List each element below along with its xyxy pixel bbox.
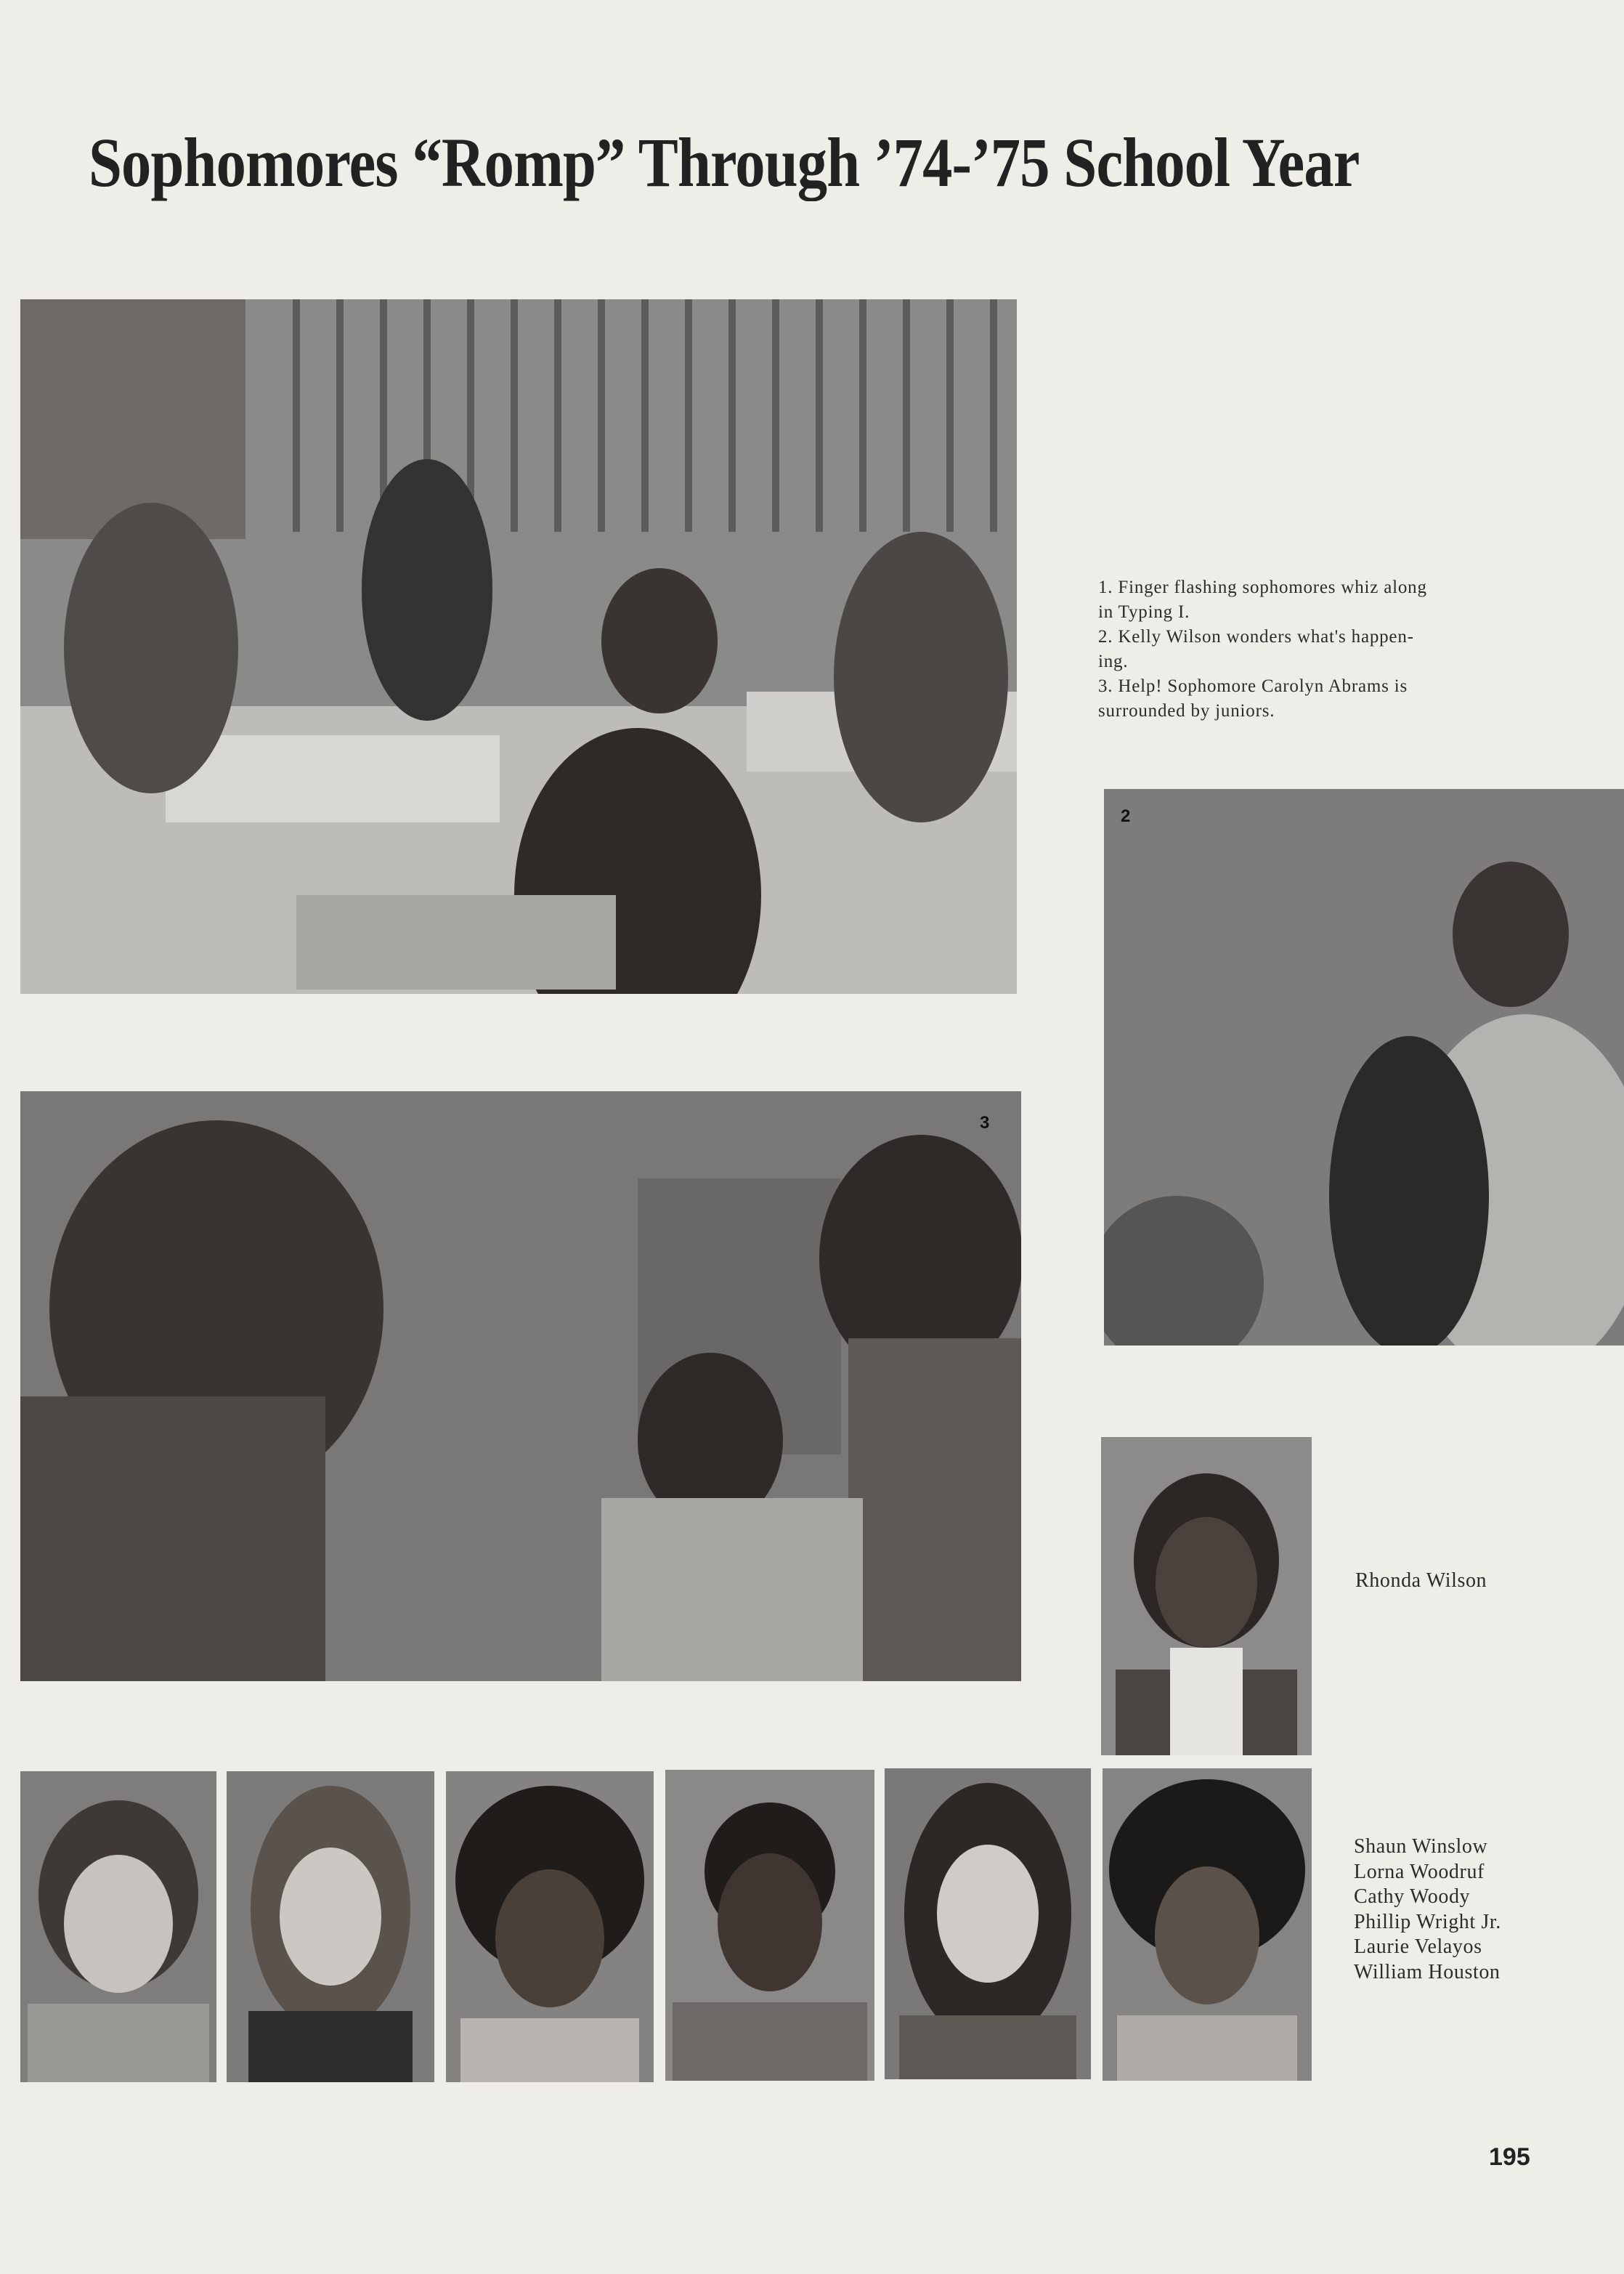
photo-carolyn-abrams [20, 1091, 1021, 1681]
caption-line: 2. Kelly Wilson wonders what's happen- [1098, 627, 1414, 647]
portrait [446, 1771, 654, 2082]
portrait-name-list [1354, 1834, 1501, 1985]
portrait-name: William Houston [1354, 1960, 1501, 1983]
portrait-rhonda-wilson [1101, 1437, 1312, 1755]
photo-kelly-wilson [1104, 789, 1624, 1346]
caption-line: 1. Finger flashing sophomores whiz along [1098, 578, 1427, 597]
portrait-name: Phillip Wright Jr. [1354, 1910, 1501, 1933]
caption-line: ing. [1098, 652, 1129, 671]
portrait [1103, 1768, 1312, 2081]
caption-block [1098, 575, 1531, 724]
photo-typing-class [20, 299, 1017, 994]
portrait [665, 1770, 874, 2081]
portrait-name: Cathy Woody [1354, 1885, 1471, 1908]
portrait [885, 1768, 1091, 2079]
portrait-name: Rhonda Wilson [1355, 1569, 1487, 1592]
caption-line: in Typing I. [1098, 602, 1190, 622]
caption-line: 3. Help! Sophomore Carolyn Abrams is [1098, 676, 1408, 696]
portrait [20, 1771, 216, 2082]
caption-line: surrounded by juniors. [1098, 701, 1275, 721]
portrait-name: Laurie Velayos [1354, 1935, 1482, 1958]
page-title: Sophomores “Romp” Through ’74-’75 School Year [89, 124, 1360, 201]
photo-number-2: 2 [1121, 806, 1131, 826]
photo-number-3: 3 [980, 1113, 990, 1133]
page-number: 195 [1489, 2143, 1530, 2171]
portrait-name: Shaun Winslow [1354, 1835, 1488, 1858]
portrait-name: Lorna Woodruf [1354, 1860, 1485, 1883]
portrait [227, 1771, 434, 2082]
